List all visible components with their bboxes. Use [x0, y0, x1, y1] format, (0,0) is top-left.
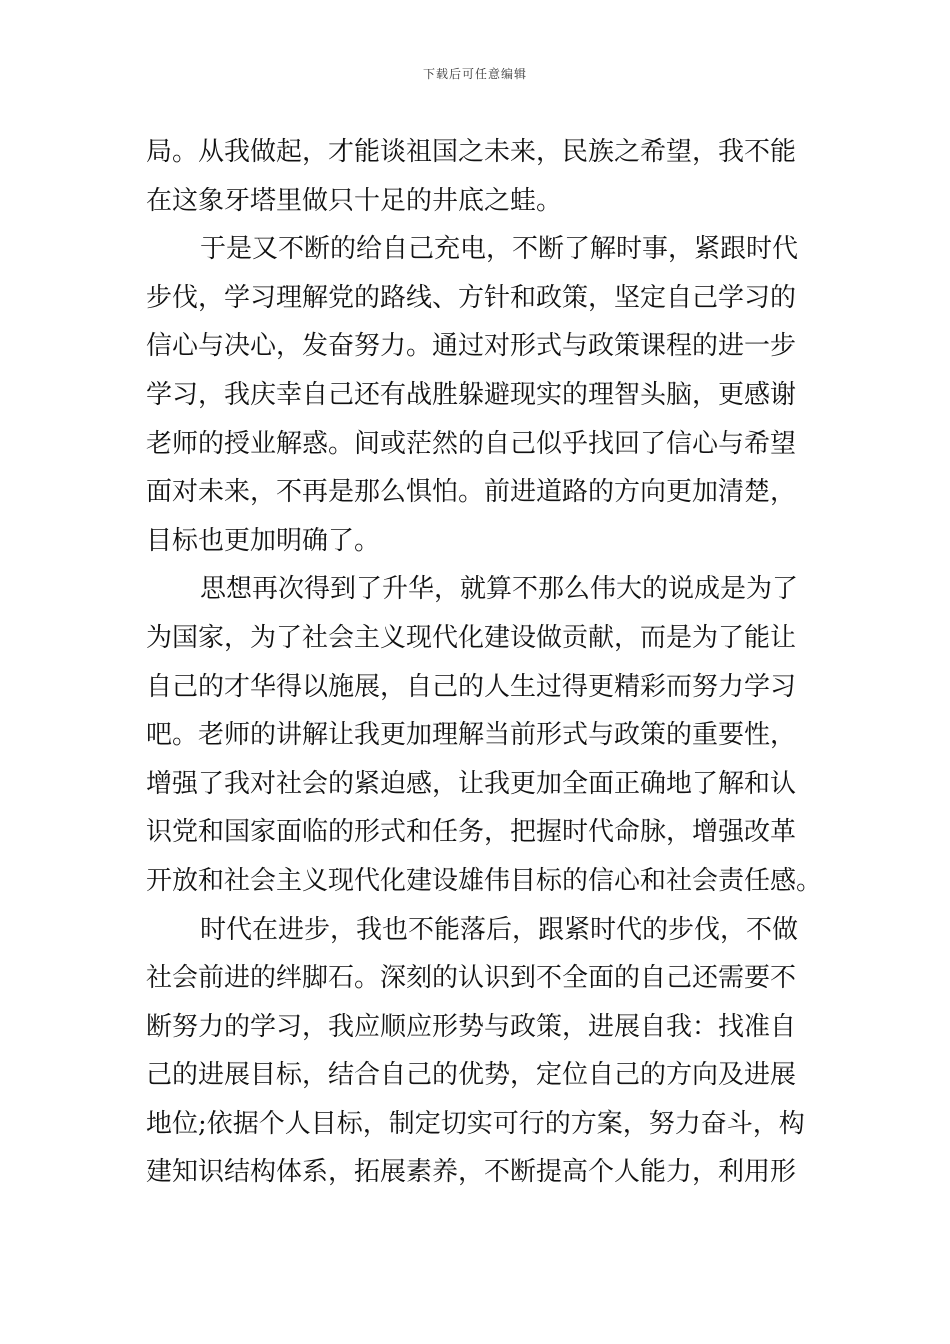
text-line: 学习，我庆幸自己还有战胜躲避现实的理智头脑，更感谢 — [146, 379, 797, 410]
page-header: 下载后可任意编辑 — [422, 67, 527, 81]
body-text — [146, 128, 823, 1197]
text-line: 己的进展目标，结合自己的优势，定位自己的方向及进展 — [146, 1060, 797, 1091]
text-line: 局。从我做起，才能谈祖国之未来，民族之希望，我不能 — [146, 137, 797, 167]
text-line: 老师的授业解惑。间或茫然的自己似乎找回了信心与希望 — [146, 428, 797, 459]
text-line: 建知识结构体系，拓展素养，不断提高个人能力，利用形 — [146, 1157, 797, 1188]
text-line: 识党和国家面临的形式和任务，把握时代命脉，增强改革 — [146, 817, 797, 848]
text-line: 社会前进的绊脚石。深刻的认识到不全面的自己还需要不 — [146, 963, 797, 994]
text-line: 于是又不断的给自己充电，不断了解时事，紧跟时代 — [200, 234, 799, 265]
text-line: 步伐，学习理解党的路线、方针和政策，坚定自己学习的 — [146, 282, 797, 313]
text-line: 断努力的学习，我应顺应形势与政策，进展自我：找准自 — [146, 1011, 797, 1042]
text-line: 自己的才华得以施展，自己的人生过得更精彩而努力学习 — [146, 671, 797, 702]
paragraph — [146, 906, 808, 1198]
text-line: 思想再次得到了升华，就算不那么伟大的说成是为了 — [200, 574, 799, 605]
text-line: 在这象牙塔里做只十足的井底之蛙。 — [146, 185, 563, 216]
text-line: 增强了我对社会的紧迫感，让我更加全面正确地了解和认 — [146, 768, 797, 799]
text-line: 开放和社会主义现代化建设雄伟目标的信心和社会责任感。 — [146, 865, 823, 896]
text-line: 为国家，为了社会主义现代化建设做贡献，而是为了能让 — [146, 622, 797, 653]
text-line: 时代在进步，我也不能落后，跟紧时代的步伐，不做 — [200, 914, 799, 945]
text-line: 信心与决心，发奋努力。通过对形式与政策课程的进一步 — [146, 331, 797, 362]
text-line: 面对未来，不再是那么惧怕。前进道路的方向更加清楚， — [146, 477, 797, 508]
text-line: 吧。老师的讲解让我更加理解当前形式与政策的重要性， — [146, 720, 797, 751]
paragraph — [146, 565, 823, 905]
paragraph — [146, 225, 808, 565]
text-line: 目标也更加明确了。 — [146, 525, 381, 556]
paragraph — [146, 128, 808, 225]
text-line: 地位;依据个人目标，制定切实可行的方案，努力奋斗，构 — [146, 1108, 805, 1139]
